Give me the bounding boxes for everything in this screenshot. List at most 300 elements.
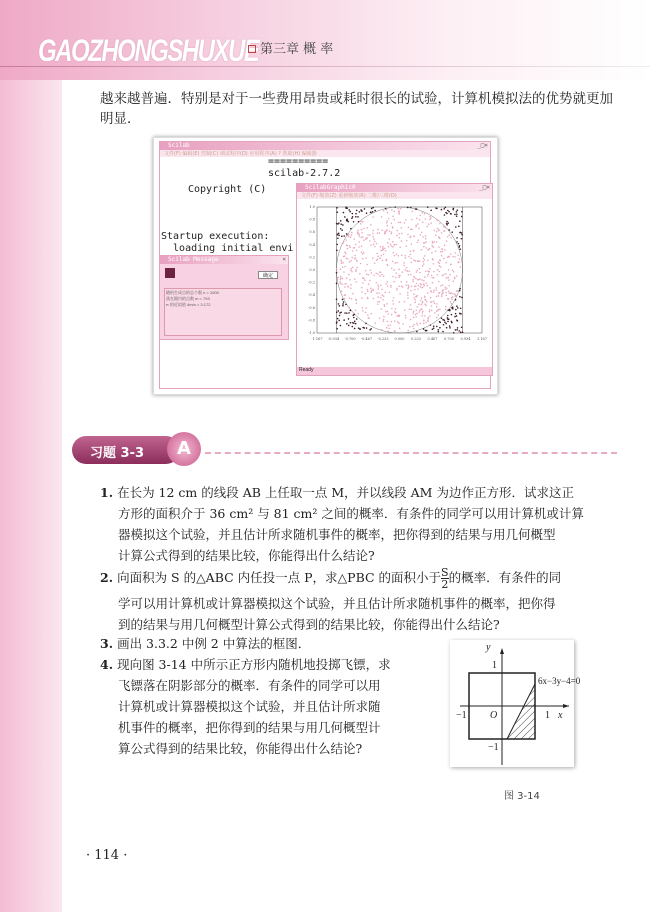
window-controls-icon[interactable]: _□× <box>477 142 488 149</box>
scatter-point <box>354 278 356 280</box>
message-line: 随机生成点的总个数 n = 1000 <box>166 290 219 295</box>
scatter-point <box>355 309 357 311</box>
scatter-point <box>423 323 425 325</box>
scatter-point <box>446 327 448 329</box>
scatter-point <box>413 328 415 330</box>
exercise-4: 4. 现向图 3-14 中所示正方形内随机地投掷飞镖，求 飞镖落在阴影部分的概率．有条件的同学可以用 计算机或计算器模拟这个试验，并且估计所求随 机事件的概率，把你得到的结果与用几何概型计 算公式得到的结果比较，你能得出什么结论? <box>100 657 391 756</box>
scatter-point <box>341 290 343 292</box>
scatter-point <box>383 295 385 297</box>
scatter-point <box>342 303 344 305</box>
scatter-point <box>449 292 451 294</box>
scatter-point <box>352 322 354 324</box>
scatter-point <box>430 301 432 303</box>
scatter-point <box>336 207 338 209</box>
scatter-point <box>455 313 457 315</box>
scatter-point <box>344 255 346 257</box>
scatter-point <box>388 328 390 330</box>
scatter-point <box>428 318 430 320</box>
scatter-point <box>408 274 410 276</box>
scatter-point <box>413 293 415 295</box>
scatter-point <box>435 289 437 291</box>
scatter-point <box>370 270 372 272</box>
scatter-point <box>423 246 425 248</box>
scatter-point <box>367 291 369 293</box>
scatter-point <box>452 269 454 271</box>
scatter-point <box>398 276 400 278</box>
scatter-point <box>407 294 409 296</box>
console-line: Startup execution: <box>161 231 270 242</box>
scatter-point <box>355 213 357 215</box>
scatter-point <box>350 310 352 312</box>
scatter-point <box>413 311 415 313</box>
x-tick-label: 0.934 <box>460 337 471 341</box>
scatter-point <box>393 269 395 271</box>
scatter-point <box>394 330 396 332</box>
scatter-point <box>399 327 401 329</box>
scatter-point <box>438 230 440 232</box>
scatter-point <box>359 211 361 213</box>
scatter-point <box>344 295 346 297</box>
scatter-point <box>387 311 389 313</box>
scatter-point <box>340 228 342 230</box>
scatter-point <box>424 213 426 215</box>
scatter-point <box>427 259 429 261</box>
scatter-point <box>425 305 427 307</box>
scatter-point <box>416 306 418 308</box>
exercise-2: 2. 向面积为 S 的△ABC 内任投一点 P，求△PBC 的面积小于 $\frac{S}{2}$ 的概率．有条件的同 学可以用计算机或计算器模拟这个试验，并且估计所求随机事件的概率，把你得 到的结果与用几何概型计算公式得到的结果比较，你能得出什么结论? <box>100 566 562 632</box>
scatter-point <box>341 262 343 264</box>
scatter-point <box>379 271 381 273</box>
scatter-point <box>425 235 427 237</box>
scatter-point <box>346 233 348 235</box>
scatter-point <box>442 284 444 286</box>
scatter-point <box>414 299 416 301</box>
scatter-point <box>341 260 343 262</box>
scatter-point <box>340 311 342 313</box>
scatter-point <box>348 318 350 320</box>
scatter-point <box>370 313 372 315</box>
tick-label: −1 <box>488 742 499 753</box>
scatter-point <box>451 303 453 305</box>
scatter-point <box>387 242 389 244</box>
scatter-point <box>438 295 440 297</box>
scatter-point <box>411 309 413 311</box>
scatter-point <box>436 274 438 276</box>
scatter-point <box>398 314 400 316</box>
scatter-point <box>458 330 460 332</box>
scatter-point <box>452 209 454 211</box>
scatter-point <box>454 214 456 216</box>
scatter-point <box>412 281 414 283</box>
scatter-point <box>344 286 346 288</box>
scatter-point <box>362 258 364 260</box>
scatter-point <box>435 234 437 236</box>
scatter-point <box>459 288 461 290</box>
scatter-point <box>450 253 452 255</box>
scatter-point <box>410 261 412 263</box>
scatter-point <box>353 317 355 319</box>
scatter-point <box>429 311 431 313</box>
scatter-point <box>378 273 380 275</box>
scatter-point <box>434 312 436 314</box>
scatter-point <box>355 216 357 218</box>
scatter-point <box>356 302 358 304</box>
scatter-point <box>355 269 357 271</box>
scatter-point <box>422 312 424 314</box>
scatter-point <box>417 270 419 272</box>
scatter-point <box>342 266 344 268</box>
scatter-point <box>456 213 458 215</box>
scatter-point <box>413 316 415 318</box>
scatter-point <box>340 259 342 261</box>
scatter-point <box>373 244 375 246</box>
scatter-point <box>423 257 425 259</box>
scatter-point <box>425 218 427 220</box>
scatter-point <box>350 322 352 324</box>
scatter-point <box>380 297 382 299</box>
scatter-point <box>456 237 458 239</box>
scatter-point <box>429 309 431 311</box>
scatter-point <box>428 273 430 275</box>
graphic-titlebar: ScilabGraphic0 _□× <box>297 184 492 192</box>
scatter-point <box>425 241 427 243</box>
scatter-point <box>452 256 454 258</box>
scatter-point <box>448 279 450 281</box>
scatter-point <box>445 262 447 264</box>
scatter-point <box>384 231 386 233</box>
console-menu: 文件(F) 编辑(E) 控制(C) 调试程序(D) 应用程序(A) ? 帮助(H) 编辑器 <box>160 150 490 157</box>
scatter-point <box>429 315 431 317</box>
scatter-point <box>441 209 443 211</box>
scatter-point <box>439 309 441 311</box>
y-tick-label: 1.0 <box>309 205 315 209</box>
scatter-point <box>460 331 462 333</box>
scatter-point <box>436 306 438 308</box>
console-line: scilab-2.7.2 <box>268 168 341 179</box>
scatter-point <box>349 247 351 249</box>
scatter-point <box>459 296 461 298</box>
scatter-point <box>373 298 375 300</box>
scatter-point <box>405 245 407 247</box>
scatter-point <box>411 286 413 288</box>
scatter-point <box>456 315 458 317</box>
ok-button[interactable]: 确定 <box>258 271 278 279</box>
scatter-point <box>427 249 429 251</box>
scatter-point <box>437 269 439 271</box>
scatter-point <box>416 208 418 210</box>
scatter-point <box>417 242 419 244</box>
scatter-point <box>384 292 386 294</box>
scatter-point <box>429 248 431 250</box>
scatter-point <box>420 286 422 288</box>
scatter-point <box>344 312 346 314</box>
scatter-point <box>442 290 444 292</box>
scatter-point <box>421 279 423 281</box>
scatter-point <box>393 281 395 283</box>
scatter-point <box>414 301 416 303</box>
scatter-point <box>447 317 449 319</box>
scatter-point <box>400 281 402 283</box>
scatter-point <box>419 219 421 221</box>
scatter-point <box>448 285 450 287</box>
scatter-point <box>336 283 338 285</box>
scatter-point <box>377 259 379 261</box>
scatter-point <box>372 288 374 290</box>
scatter-point <box>422 265 424 267</box>
scatter-point <box>381 216 383 218</box>
scatter-point <box>367 314 369 316</box>
close-icon[interactable]: × <box>282 256 286 263</box>
scatter-point <box>383 319 385 321</box>
scatter-point <box>445 323 447 325</box>
scatter-point <box>370 288 372 290</box>
scatter-point <box>421 304 423 306</box>
scatter-point <box>430 217 432 219</box>
scatter-point <box>446 213 448 215</box>
scatter-point <box>394 262 396 264</box>
scatter-point <box>433 327 435 329</box>
scatter-point <box>378 292 380 294</box>
scatter-point <box>411 243 413 245</box>
scatter-point <box>459 258 461 260</box>
scatter-point <box>358 221 360 223</box>
scatter-point <box>336 211 338 213</box>
scatter-point <box>368 274 370 276</box>
scatter-point <box>408 227 410 229</box>
scatter-point <box>433 277 435 279</box>
scatter-point <box>346 277 348 279</box>
scatter-point <box>344 266 346 268</box>
status-bar: Ready <box>297 367 492 375</box>
scatter-point <box>392 303 394 305</box>
scatter-point <box>383 210 385 212</box>
scatter-point <box>454 293 456 295</box>
scatter-point <box>410 274 412 276</box>
scatter-point <box>424 296 426 298</box>
scatter-point <box>429 216 431 218</box>
y-tick-label: -0.6 <box>308 305 315 310</box>
x-tick-label: -1.167 <box>311 337 323 341</box>
scatter-point <box>447 222 449 224</box>
scatter-point <box>377 256 379 258</box>
scatter-point <box>336 298 338 300</box>
scatter-point <box>452 293 454 295</box>
scatter-point <box>378 286 380 288</box>
scatter-point <box>349 297 351 299</box>
scatter-point <box>415 285 417 287</box>
scatter-point <box>337 223 339 225</box>
scatter-point <box>383 304 385 306</box>
scatter-point <box>398 233 400 235</box>
scatter-point <box>445 306 447 308</box>
scatter-point <box>363 228 365 230</box>
scatter-point <box>398 213 400 215</box>
scatter-point <box>341 235 343 237</box>
scatter-point <box>363 327 365 329</box>
scatter-point <box>445 292 447 294</box>
scatter-point <box>336 321 338 323</box>
scatter-point <box>441 295 443 297</box>
scatter-point <box>443 324 445 326</box>
scatter-point <box>414 277 416 279</box>
scatter-point <box>361 297 363 299</box>
scatter-point <box>361 245 363 247</box>
scatter-point <box>346 218 348 220</box>
scatter-point <box>406 270 408 272</box>
scatter-point <box>336 272 338 274</box>
scatter-point <box>409 326 411 328</box>
scatter-point <box>447 210 449 212</box>
scatter-point <box>444 288 446 290</box>
scatter-point <box>407 297 409 299</box>
scatter-point <box>406 267 408 269</box>
scatter-point <box>456 215 458 217</box>
scatter-point <box>434 230 436 232</box>
scatter-point <box>425 238 427 240</box>
scatter-point <box>455 226 457 228</box>
scatter-point <box>347 258 349 260</box>
scatter-point <box>439 321 441 323</box>
scatter-point <box>405 257 407 259</box>
scatter-point <box>340 277 342 279</box>
scatter-point <box>362 253 364 255</box>
scatter-point <box>459 220 461 222</box>
scatter-point <box>353 247 355 249</box>
scatter-point <box>422 212 424 214</box>
scatter-point <box>390 233 392 235</box>
scatter-point <box>447 236 449 238</box>
scatter-point <box>456 275 458 277</box>
scatter-point <box>347 221 349 223</box>
scatter-point <box>413 250 415 252</box>
scatter-point <box>345 283 347 285</box>
scatter-point <box>338 320 340 322</box>
scatter-point <box>372 216 374 218</box>
scatter-point <box>404 301 406 303</box>
scatter-point <box>358 241 360 243</box>
scatter-point <box>410 250 412 252</box>
scatter-point <box>400 208 402 210</box>
scatter-point <box>377 301 379 303</box>
scatter-point <box>353 221 355 223</box>
scatter-point <box>362 310 364 312</box>
scatter-point <box>372 233 374 235</box>
x-tick-label: -0.700 <box>344 337 356 341</box>
scatter-point <box>401 233 403 235</box>
scatter-point <box>423 280 425 282</box>
scatter-point <box>408 308 410 310</box>
scatter-point <box>372 236 374 238</box>
scatter-point <box>379 317 381 319</box>
scatter-point <box>338 310 340 312</box>
scatter-point <box>388 246 390 248</box>
scatter-point <box>431 245 433 247</box>
scatter-point <box>454 316 456 318</box>
scatter-point <box>439 265 441 267</box>
scatter-point <box>387 330 389 332</box>
scatter-point <box>442 331 444 333</box>
scatter-point <box>455 329 457 331</box>
scatter-point <box>376 282 378 284</box>
scatter-point <box>342 278 344 280</box>
scatter-point <box>419 278 421 280</box>
scatter-point <box>405 284 407 286</box>
scatter-point <box>360 223 362 225</box>
chapter-title: 第三章 概 率 <box>248 38 333 57</box>
scatter-point <box>355 270 357 272</box>
scatter-point <box>448 256 450 258</box>
scatter-point <box>434 302 436 304</box>
scatter-point <box>363 278 365 280</box>
window-controls-icon[interactable]: _□× <box>479 184 490 191</box>
scatter-point <box>460 307 462 309</box>
scatter-point <box>415 278 417 280</box>
scatter-point <box>461 326 463 328</box>
y-tick-label: 0.6 <box>309 230 315 235</box>
scatter-point <box>387 265 389 267</box>
console-titlebar: Scilab _□× <box>160 142 490 150</box>
scatter-point <box>386 321 388 323</box>
scatter-point <box>354 321 356 323</box>
graphic-menu: 文件(F) 缩放(Z) 重新缩放(R) 二维/三维(D) <box>297 192 492 199</box>
scatter-point <box>384 247 386 249</box>
scatter-point <box>359 236 361 238</box>
scatter-point <box>350 260 352 262</box>
scatter-point <box>391 209 393 211</box>
square-icon <box>248 45 256 53</box>
scatter-point <box>353 238 355 240</box>
scatter-point <box>419 215 421 217</box>
scatter-point <box>410 290 412 292</box>
scatter-point <box>456 319 458 321</box>
scatter-point <box>404 222 406 224</box>
scatter-point <box>394 320 396 322</box>
scatter-point <box>391 245 393 247</box>
scatter-point <box>457 262 459 264</box>
scatter-point <box>450 213 452 215</box>
scatter-point <box>386 220 388 222</box>
exercise-1: 1. 在长为 12 cm 的线段 AB 上任取一点 M，并以线段 AM 为边作正方形．试求这正 方形的面积介于 36 cm² 与 81 cm² 之间的概率．有条件的同学可以用计算机或计算 器模拟这个试验，并且估计所求随机事件的概率，把你得到的结果与用几何概型 计算公式得到的结果比较，你能得出什么结论? <box>100 485 584 563</box>
scatter-point <box>361 221 363 223</box>
scatter-point <box>336 244 338 246</box>
scatter-point <box>392 252 394 254</box>
scatter-point <box>354 255 356 257</box>
scatter-plot <box>297 199 492 364</box>
scatter-point <box>415 316 417 318</box>
scatter-point <box>438 271 440 273</box>
scatter-point <box>375 273 377 275</box>
scilab-icon <box>165 268 175 278</box>
console-line: loading initial envi <box>161 243 294 254</box>
scatter-point <box>427 321 429 323</box>
y-tick-label: 0.4 <box>309 242 315 247</box>
scatter-point <box>374 210 376 212</box>
scatter-point <box>412 279 414 281</box>
scatter-point <box>345 239 347 241</box>
scilab-screenshot <box>153 137 498 395</box>
scatter-point <box>441 317 443 319</box>
scatter-point <box>433 271 435 273</box>
scatter-point <box>393 297 395 299</box>
scatter-point <box>342 262 344 264</box>
scatter-point <box>387 325 389 327</box>
scatter-point <box>446 221 448 223</box>
scatter-point <box>352 250 354 252</box>
scatter-point <box>389 291 391 293</box>
scatter-point <box>343 235 345 237</box>
scatter-point <box>365 257 367 259</box>
scatter-point <box>444 244 446 246</box>
